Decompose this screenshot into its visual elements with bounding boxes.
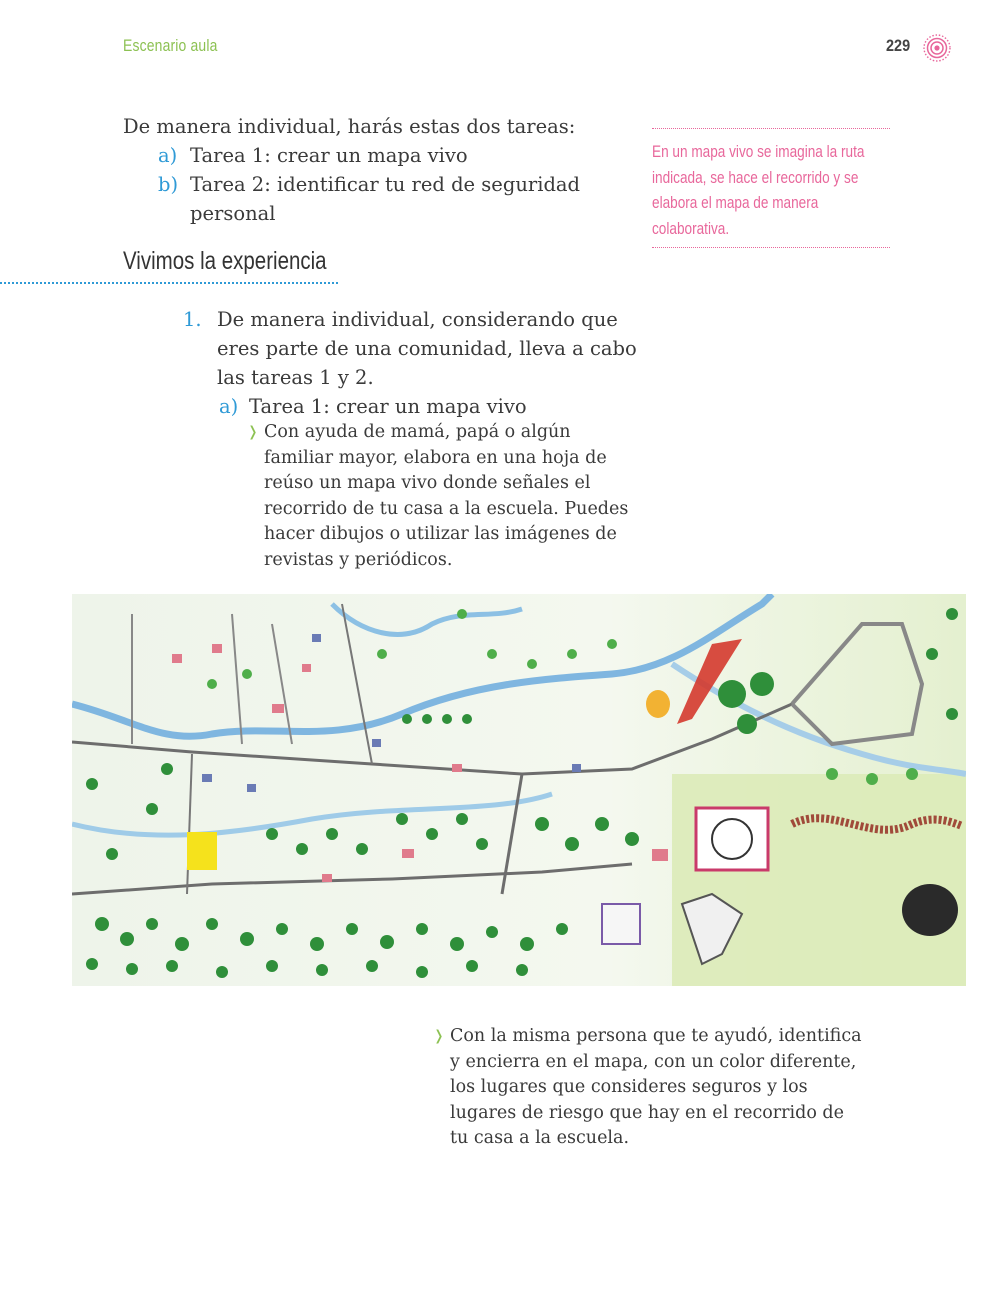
sidenote-text: En un mapa vivo se imagina la ruta indicada, se hace el recorrido y se elabora el mapa de manera colaborativa. bbox=[652, 142, 865, 238]
task-text: Tarea 2: identificar tu red de seguridad personal bbox=[190, 173, 581, 225]
step-number: 1. bbox=[183, 308, 202, 331]
sidenote-box bbox=[652, 128, 890, 248]
section-divider bbox=[0, 282, 338, 284]
bullet-chevron-icon: ❭ bbox=[433, 1028, 445, 1044]
section-heading: Vivimos la experiencia bbox=[123, 247, 327, 275]
bullet-text: Con ayuda de mamá, papá o algún familiar mayor, elabora en una hoja de reúso un mapa vivo donde señales el recorrido de tu casa a la escuela. Puedes hacer dibujos o utilizar las imágenes de revistas y periódicos. bbox=[264, 422, 629, 570]
bullet-chevron-icon: ❭ bbox=[247, 424, 259, 440]
subtask-item bbox=[219, 392, 639, 421]
community-map-illustration bbox=[72, 594, 966, 986]
step-text: De manera individual, considerando que eres parte de una comunidad, lleva a cabo las tareas 1 y 2. bbox=[217, 308, 637, 389]
task-item bbox=[158, 141, 628, 170]
bullet-item bbox=[433, 1024, 863, 1152]
step-item bbox=[183, 305, 653, 392]
task-list bbox=[158, 141, 628, 228]
intro-text: De manera individual, harás estas dos tareas: bbox=[123, 115, 576, 138]
task-text: Tarea 1: crear un mapa vivo bbox=[190, 144, 468, 167]
section-label: Escenario aula bbox=[123, 36, 218, 55]
task-marker: a) bbox=[158, 144, 178, 167]
bullet-text: Con la misma persona que te ayudó, identifica y encierra en el mapa, con un color diferente, los lugares que consideres seguros y los lugares de riesgo que hay en el recorrido de tu casa a la escuela. bbox=[450, 1026, 862, 1148]
task-marker: b) bbox=[158, 173, 179, 196]
subtask-marker: a) bbox=[219, 395, 239, 418]
bullet-item bbox=[247, 420, 642, 573]
subtask-text: Tarea 1: crear un mapa vivo bbox=[249, 395, 527, 418]
map-drawing bbox=[72, 594, 966, 986]
page-number: 229 bbox=[886, 36, 911, 55]
task-item bbox=[158, 170, 628, 228]
concentric-circle-icon bbox=[922, 33, 952, 63]
